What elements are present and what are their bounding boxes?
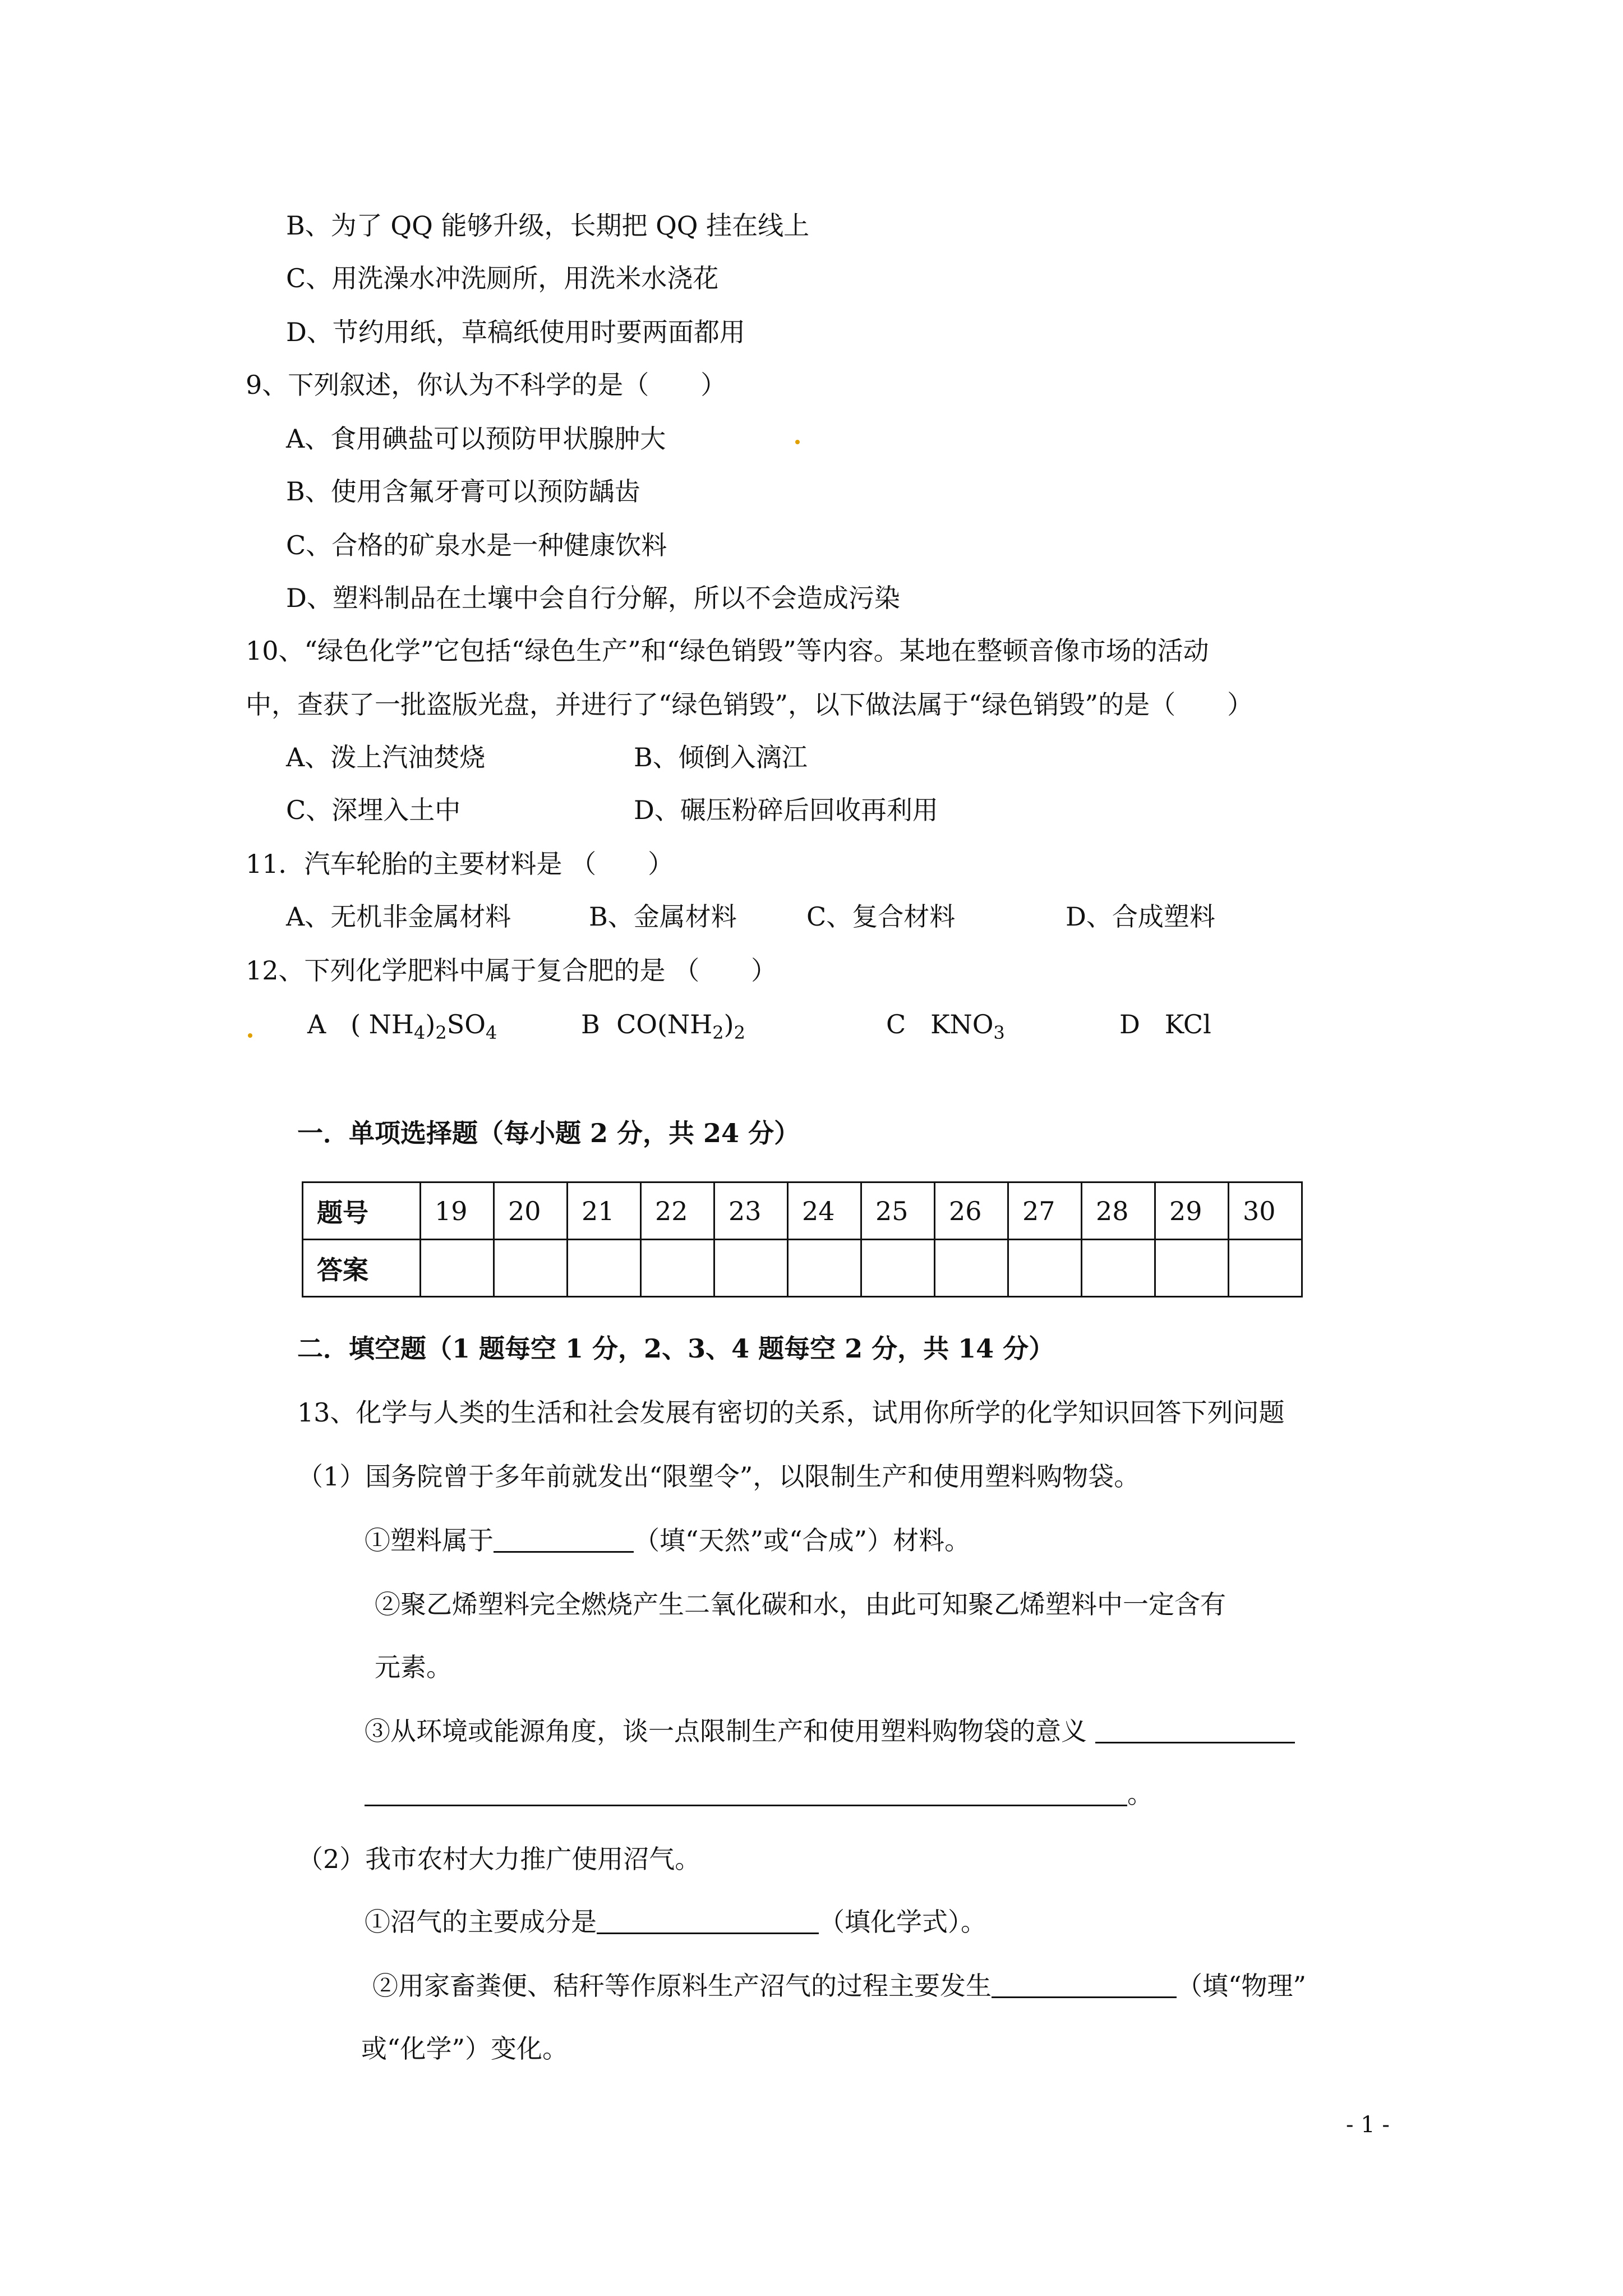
q13-part2-item2: ②用家畜粪便、秸秆等作原料生产沼气的过程主要发生 （填“物理” [372, 1971, 1307, 2001]
table-row-answers [303, 1240, 1302, 1297]
row-label-number: 题号 [303, 1182, 421, 1240]
q12-option-d-letter: D [1119, 1009, 1140, 1039]
q9-option-b: B、使用含氟牙膏可以预防龋齿 [286, 476, 640, 507]
q9-option-d: D、塑料制品在土壤中会自行分解，所以不会造成污染 [286, 583, 900, 613]
q13-part1-item3: ③从环境或能源角度，谈一点限制生产和使用塑料购物袋的意义 [365, 1714, 1295, 1748]
q10-option-a: A、泼上汽油焚烧 [286, 742, 486, 772]
q11-option-a: A、无机非金属材料 [286, 901, 511, 932]
q8-option-c: C、用洗澡水冲洗厕所，用洗米水浇花 [286, 263, 719, 293]
question-number-cell: 23 [714, 1182, 788, 1240]
answer-cell[interactable] [641, 1240, 714, 1297]
q13-part1-item1: ①塑料属于 （填“天然”或“合成”）材料。 [365, 1525, 971, 1556]
q10-stem-line1: 10、“绿色化学”它包括“绿色生产”和“绿色销毁”等内容。某地在整顿音像市场的活动 [246, 636, 1209, 666]
answer-cell[interactable] [494, 1240, 568, 1297]
page-number: - 1 - [1346, 2112, 1390, 2138]
fill-blank[interactable] [1095, 1717, 1295, 1743]
q13-stem: 13、化学与人类的生活和社会发展有密切的关系，试用你所学的化学知识回答下列问题 [297, 1397, 1285, 1428]
q12-option-d [1119, 1007, 1211, 1041]
q12-stem: 12、下列化学肥料中属于复合肥的是 （ ） [246, 955, 777, 986]
stray-dot-mark [248, 1033, 252, 1038]
answer-cell[interactable] [568, 1240, 641, 1297]
stray-dot-mark [795, 440, 800, 444]
answer-cell[interactable] [1082, 1240, 1155, 1297]
q12-option-a-formula: ( $NH_4)_2SO_4$ [351, 1009, 497, 1043]
answer-cell[interactable] [714, 1240, 788, 1297]
q11-option-b: B、金属材料 [589, 901, 737, 932]
q9-stem: 9、下列叙述，你认为不科学的是（ ） [246, 370, 727, 400]
q11-stem: 11．汽车轮胎的主要材料是 （ ） [246, 849, 674, 879]
answer-cell[interactable] [1008, 1240, 1082, 1297]
q13-part1-item3-line2: 。 [365, 1777, 1153, 1811]
fill-blank[interactable] [992, 1972, 1177, 1998]
q10-option-c: C、深埋入土中 [286, 795, 461, 825]
answer-table [302, 1181, 1303, 1297]
q10-stem-line2: 中，查获了一批盗版光盘，并进行了“绿色销毁”，以下做法属于“绿色销毁”的是（ ） [246, 689, 1253, 720]
question-number-cell: 26 [935, 1182, 1008, 1240]
q12-option-a-letter: A [307, 1009, 326, 1039]
q10-option-d: D、碾压粉碎后回收再利用 [634, 795, 938, 825]
answer-cell[interactable] [935, 1240, 1008, 1297]
q13-part1: （1）国务院曾于多年前就发出“限塑令”，以限制生产和使用塑料购物袋。 [297, 1461, 1140, 1492]
answer-cell[interactable] [861, 1240, 935, 1297]
question-number-cell: 29 [1155, 1182, 1229, 1240]
question-number-cell: 22 [641, 1182, 714, 1240]
q13-part1-item2-line2: 元素。 [375, 1652, 452, 1682]
q12-option-d-formula: KCl [1164, 1009, 1211, 1039]
q8-option-b: B、为了 QQ 能够升级，长期把 QQ 挂在线上 [286, 210, 810, 241]
fill-blank[interactable] [365, 1780, 1127, 1806]
q12-option-b-letter: B [581, 1009, 600, 1039]
section1-title: 一．单项选择题（每小题 2 分，共 24 分） [297, 1118, 800, 1148]
fill-blank[interactable] [597, 1908, 819, 1934]
q12-option-b [581, 1007, 745, 1041]
question-number-cell: 24 [788, 1182, 861, 1240]
section2-title: 二．填空题（1 题每空 1 分，2、3、4 题每空 2 分，共 14 分） [297, 1333, 1055, 1364]
q12-option-a [307, 1007, 497, 1041]
question-number-cell: 28 [1082, 1182, 1155, 1240]
q13-part1-item2-line1: ②聚乙烯塑料完全燃烧产生二氧化碳和水，由此可知聚乙烯塑料中一定含有 [375, 1589, 1226, 1619]
q8-option-d: D、节约用纸，草稿纸使用时要两面都用 [286, 317, 745, 347]
q10-option-b: B、倾倒入漓江 [634, 742, 808, 772]
row-label-answer: 答案 [303, 1240, 421, 1297]
table-row-numbers [303, 1182, 1302, 1240]
fill-blank[interactable] [494, 1526, 634, 1553]
answer-cell[interactable] [1155, 1240, 1229, 1297]
question-number-cell: 19 [421, 1182, 494, 1240]
q11-option-d: D、合成塑料 [1066, 901, 1215, 932]
q12-option-c-formula: $KNO_3$ [930, 1009, 1005, 1043]
q13-part2-item2-line2: 或“化学”）变化。 [361, 2033, 569, 2064]
q11-option-c: C、复合材料 [806, 901, 956, 932]
question-number-cell: 20 [494, 1182, 568, 1240]
question-number-cell: 30 [1229, 1182, 1302, 1240]
answer-cell[interactable] [1229, 1240, 1302, 1297]
q12-option-c-letter: C [886, 1009, 906, 1039]
question-number-cell: 25 [861, 1182, 935, 1240]
answer-cell[interactable] [421, 1240, 494, 1297]
q12-option-b-formula: $CO(NH_2)_2$ [616, 1009, 745, 1043]
q9-option-c: C、合格的矿泉水是一种健康饮料 [286, 530, 667, 560]
question-number-cell: 21 [568, 1182, 641, 1240]
q13-part2-item1: ①沼气的主要成分是 （填化学式）。 [365, 1907, 986, 1937]
q13-part2: （2）我市农村大力推广使用沼气。 [297, 1844, 701, 1874]
q12-option-c [886, 1007, 1005, 1041]
answer-cell[interactable] [788, 1240, 861, 1297]
question-number-cell: 27 [1008, 1182, 1082, 1240]
q9-option-a: A、食用碘盐可以预防甲状腺肿大 [286, 424, 666, 454]
